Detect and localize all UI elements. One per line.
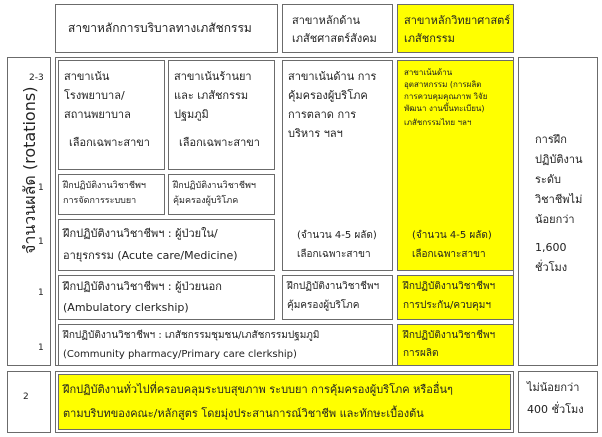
rotation-count-4: 1	[38, 288, 44, 298]
science-track-line1: สาขาเน้นด้าน	[404, 68, 453, 77]
community-pharmacy-line1: ฝึกปฏิบัติงานวิชาชีพฯ : เภสัชกรรมชุมชน/เภสัชกรรมปฐมภูมิ	[63, 330, 320, 341]
social-select-line2: เลือกเฉพาะสาขา	[297, 249, 371, 260]
cell-ambulatory	[58, 275, 275, 320]
science-track-line5: เภสัชกรรมไทย ฯลฯ	[404, 118, 472, 127]
professional-hours-line4: วิชาชีพไม่	[535, 193, 583, 206]
header-science-line2: เภสัชกรรม	[404, 32, 455, 45]
general-rotation-count-box	[7, 371, 51, 433]
social-track-line3: การตลาด การ	[288, 108, 357, 121]
cell-community-pharmacy	[58, 324, 393, 366]
rotation-axis-label: จำนวนผลัด (rotations)	[20, 86, 39, 254]
header-pharm-care	[55, 4, 278, 53]
drugstore-track-line3: ปฐมภูมิ	[174, 108, 209, 121]
professional-hours-line1: การฝึก	[535, 133, 567, 146]
hospital-track-line1: สาขาเน้น	[64, 70, 110, 83]
social-track-line4: บริหาร ฯลฯ	[288, 127, 343, 140]
general-practice-line1: ฝึกปฏิบัติงานทั่วไปที่ครอบคลุมระบบสุขภาพ ระบบยา การคุ้มครองผู้บริโภค หรืออื่นๆ	[63, 383, 453, 396]
drugstore-track-line2: และ เภสัชกรรม	[174, 89, 249, 102]
drug-supply-line2: การจัดการระบบยา	[63, 196, 137, 206]
cell-social-track	[282, 60, 393, 271]
science-select-line1: (จำนวน 4-5 ผลัด)	[412, 230, 492, 241]
header-science-line1: สาขาหลักวิทยาศาสตร์	[404, 14, 511, 27]
professional-hours-line2: ปฏิบัติงาน	[535, 153, 583, 166]
science-select-line2: เลือกเฉพาะสาขา	[412, 249, 486, 260]
header-science	[397, 4, 514, 53]
consumer-protection-line1: ฝึกปฏิบัติงานวิชาชีพฯ	[173, 181, 256, 191]
cell-production	[397, 324, 514, 366]
hospital-track-line3: สถานพยาบาล	[64, 108, 131, 121]
quality-assurance-line1: ฝึกปฏิบัติงานวิชาชีพฯ	[403, 281, 496, 292]
header-social	[282, 4, 393, 53]
header-pharm-care-label: สาขาหลักการบริบาลทางเภสัชกรรม	[68, 21, 252, 35]
drugstore-track-line4: เลือกเฉพาะสาขา	[179, 136, 260, 149]
community-pharmacy-line2: (Community pharmacy/Primary care clerkship)	[63, 349, 297, 360]
cell-science-track	[397, 60, 514, 271]
hospital-track-line2: โรงพยาบาล/	[64, 89, 125, 102]
header-social-line1: สาขาหลักด้าน	[292, 14, 361, 27]
professional-hours-line6: 1,600	[535, 241, 567, 254]
cell-quality-assurance	[397, 275, 514, 320]
rotation-count-1: 2-3	[29, 73, 44, 83]
consumer-protection-2-line2: คุ้มครองผู้บริโภค	[287, 300, 360, 311]
ambulatory-line2: (Ambulatory clerkship)	[63, 301, 189, 314]
cell-hospital-track	[58, 60, 165, 170]
science-track-line2: อุตสาหกรรม (การผลิต	[404, 80, 482, 89]
professional-hours-line5: น้อยกว่า	[535, 213, 575, 226]
general-practice-line2: ตามบริบทของคณะ/หลักสูตร โดยมุ่งประสานการณ์วิชาชีพ และทักษะเบื้องต้น	[63, 407, 424, 420]
rotation-count-3: 1	[38, 237, 44, 247]
professional-hours-line7: ชั่วโมง	[535, 261, 568, 274]
consumer-protection-line2: คุ้มครองผู้บริโภค	[173, 196, 239, 206]
cell-acute-care	[58, 219, 275, 271]
drugstore-track-line1: สาขาเน้นร้านยา	[174, 70, 252, 83]
rotation-count-5: 1	[38, 343, 44, 353]
header-social-line2: เภสัชศาสตร์สังคม	[292, 32, 377, 45]
general-hours-box	[518, 371, 598, 433]
cell-general-practice	[58, 374, 511, 430]
production-line2: การผลิต	[403, 348, 439, 359]
social-track-line2: คุ้มครองผู้บริโภค	[288, 89, 368, 102]
consumer-protection-2-line1: ฝึกปฏิบัติงานวิชาชีพฯ	[287, 281, 380, 292]
production-line1: ฝึกปฏิบัติงานวิชาชีพฯ	[403, 330, 496, 341]
cell-drug-supply	[58, 174, 165, 215]
ambulatory-line1: ฝึกปฏิบัติงานวิชาชีพฯ : ผู้ป่วยนอก	[63, 280, 222, 293]
acute-care-line2: อายุรกรรม (Acute care/Medicine)	[63, 249, 238, 262]
quality-assurance-line2: การประกัน/ควบคุมฯ	[403, 300, 491, 311]
acute-care-line1: ฝึกปฏิบัติงานวิชาชีพฯ : ผู้ป่วยใน/	[63, 227, 218, 240]
general-hours-line2: 400 ชั่วโมง	[527, 403, 584, 416]
professional-hours-box	[518, 57, 598, 366]
hospital-track-line4: เลือกเฉพาะสาขา	[69, 136, 150, 149]
cell-consumer-protection	[168, 174, 275, 215]
rotation-count-2: 1	[38, 183, 44, 193]
science-track-line3: การควบคุมคุณภาพ วิจัย	[404, 92, 488, 101]
science-track-line4: พัฒนา งานขึ้นทะเบียน)	[404, 104, 485, 113]
rotation-count-6: 2	[23, 392, 29, 402]
social-track-line1: สาขาเน้นด้าน การ	[288, 70, 377, 83]
general-hours-line1: ไม่น้อยกว่า	[527, 381, 580, 394]
cell-consumer-protection-2	[282, 275, 393, 320]
professional-hours-line3: ระดับ	[535, 173, 561, 186]
cell-drugstore-track	[168, 60, 275, 170]
social-select-line1: (จำนวน 4-5 ผลัด)	[297, 230, 377, 241]
drug-supply-line1: ฝึกปฏิบัติงานวิชาชีพฯ	[63, 181, 146, 191]
